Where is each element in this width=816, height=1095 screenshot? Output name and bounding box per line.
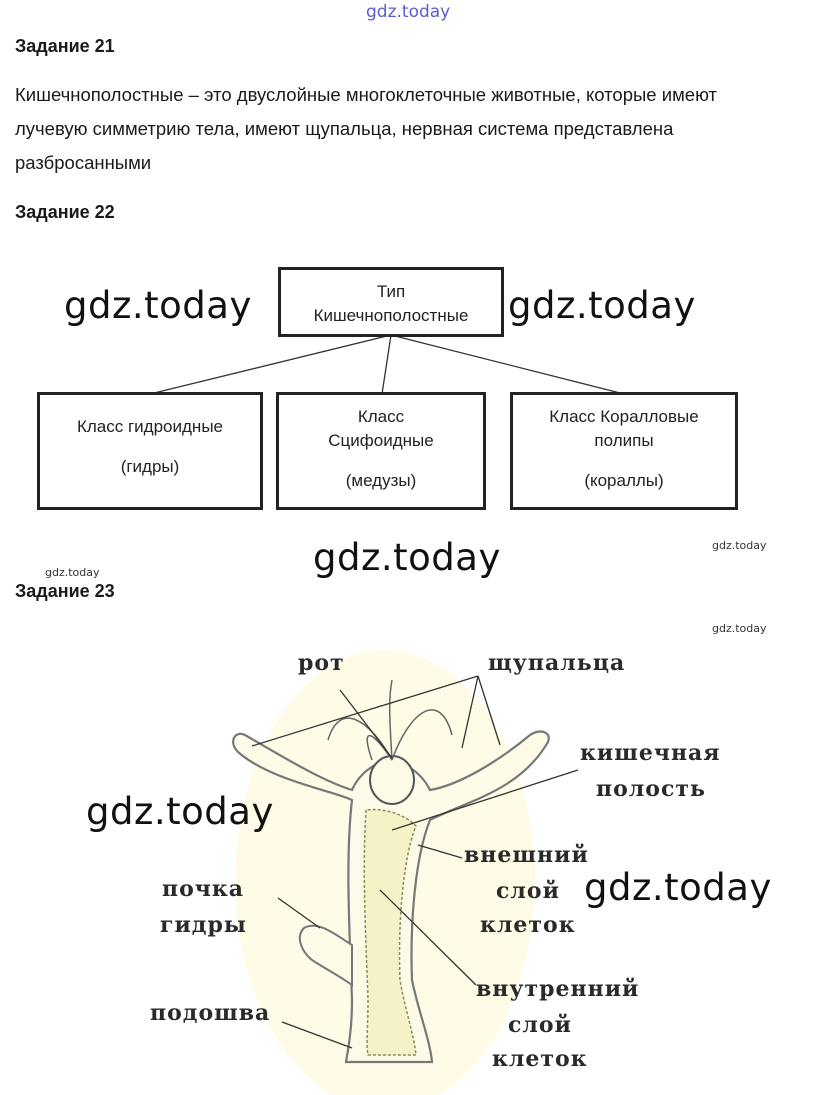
label-inner-3: клеток: [492, 1046, 588, 1072]
label-inner-2: слой: [508, 1012, 572, 1038]
watermark-small-1: gdz.today: [712, 539, 767, 552]
label-bud-2: гидры: [160, 912, 247, 938]
watermark-small-2: gdz.today: [45, 566, 100, 579]
root-node-line1: Тип: [376, 282, 406, 301]
root-node-line2: Кишечнополостные: [313, 306, 469, 325]
task21-line2: лучевую симметрию тела, имеют щупальца, нервная система представлена: [15, 118, 674, 139]
class-node-scyphoid-line2: Сцифоидные: [328, 431, 434, 450]
class-node-scyphoid-line1: Класс: [357, 407, 405, 426]
label-sole: подошва: [150, 1000, 271, 1026]
watermark-right: gdz.today: [508, 284, 696, 327]
watermark-illustration-left: gdz.today: [86, 790, 274, 833]
task22-title: Задание 22: [15, 202, 115, 222]
class-node-hydroid-note: (гидры): [120, 457, 180, 476]
label-mouth: рот: [298, 650, 345, 676]
label-outer-1: внешний: [464, 842, 589, 868]
label-tentacles: щупальца: [488, 650, 626, 676]
label-outer-3: клеток: [480, 912, 576, 938]
watermark-top: gdz.today: [366, 2, 451, 22]
task23-title: Задание 23: [15, 581, 115, 601]
watermark-center: gdz.today: [313, 536, 501, 579]
class-node-scyphoid-note: (медузы): [345, 471, 417, 490]
watermark-small-3: gdz.today: [712, 622, 767, 635]
task21-title: Задание 21: [15, 36, 115, 56]
hydra-mouth: [370, 756, 414, 804]
label-outer-2: слой: [496, 878, 560, 904]
watermark-left: gdz.today: [64, 284, 252, 327]
class-node-hydroid-line1: Класс гидроидные: [76, 417, 223, 436]
class-node-coral-line2: полипы: [594, 431, 654, 450]
class-node-coral-note: (кораллы): [584, 471, 664, 490]
task21-line1: Кишечнополостные – это двуслойные многоклеточные животные, которые имеют: [15, 84, 718, 105]
label-inner-1: внутренний: [476, 976, 640, 1002]
label-cavity-1: кишечная: [580, 740, 721, 766]
label-cavity-2: полость: [596, 776, 706, 802]
watermark-illustration-right: gdz.today: [584, 866, 772, 909]
task21-line3: разбросанными: [15, 152, 152, 173]
class-node-coral-line1: Класс Коралловые: [549, 407, 699, 426]
label-bud-1: почка: [162, 876, 245, 902]
